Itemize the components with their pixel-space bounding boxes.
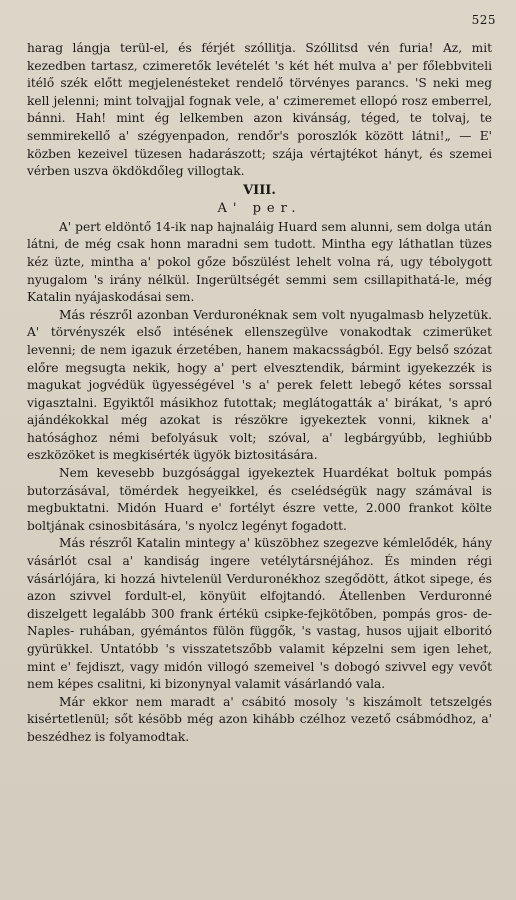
chapter-title: A' per. <box>217 200 302 216</box>
paragraph: A' pert eldöntő 14-ik nap hajnaláig Huard sem alunni, sem dolga után látni, de még csak honn maradni sem tudott. Mintha egy láthatlan tüzes kéz üzte, mintha a' pokol gőze bőszülést lehelt volna rá, ugy tébolygott nyugalom 's irány nélkül. Ingerültségét semmi sem csillapithatá-le, még Katalin nyájaskodásai sem. <box>27 219 492 305</box>
paragraph: harag lángja terül-el, és férjét szóllitja. Szóllitsd vén furia! Az, mit kezedben tartasz, czimeretők levételét 's két hét mulva a' per főlebbviteli itélő szék előtt megjelenésteket rendelő törvényes parancs. 'S neki meg kell jelenni; mint tolvajjal fognak vele, a' czimeremet ellopó rosz emberrel, bánni. Hah! mint ég lelkemben azon kivánság, téged, te tolvaj, te semmirekellő a' szégyenpadon, rendőr's poroszlók között látni!„ — E' közben kezeivel tüzesen hadarászott; szája vértajtékot hányt, és szemei vérben uszva ökdökdőleg villogtak. <box>27 41 492 179</box>
page-text <box>27 40 492 747</box>
paragraph: Más részről azonban Verduronéknak sem volt nyugalmasb helyzetük. A' törvényszék első intésének ellenszegülve vonakodtak czimerüket levenni; de nem igazuk érzetében, hanem makacsságból. Egy belső szózat előre megsugta nekik, hogy a' pert elvesztendik, bármint igyekezzék is magukat jogvédük ügyességével 's a' perek felett lebegő kétes sorssal vigasztalni. Egyiktől másikhoz futottak; meglátogatták a' birákat, 's apró ajándékokkal még azokat is részökre igyekeztek vonni, kiknek a' hatósághoz némi befolyásuk volt; szóval, a' legbárgyúbb, leghiúbb eszközöket is megkisérték ügyök biztositására. <box>27 307 492 463</box>
paragraph: Már ekkor nem maradt a' csábitó mosoly 's kiszámolt tetszelgés kisértetlenül; sőt késöbb még azon kihább czélhoz vezető csábmódhoz, a' beszédhez is folyamodtak. <box>27 694 492 744</box>
paragraph: Más részről Katalin mintegy a' küszöbhez szegezve kémlelődék, hány vásárlót csal a' kandiság ingere vetélytársnéjához. És minden régi vásárlójára, ki hozzá hivtelenül Verduronékhoz szegődött, átkot sipege, és azon szivvel fordult-el, könyüit elfojtandó. Átellenben Verduronné diszelgett legalább 300 frank értékü csipke-fejkötőben, pompás gros- de- Naples- ruhában, gyémántos fülön függők, 's vastag, husos ujjait elboritó gyürükkel. Untatóbb 's visszatetszőbb valamit képzelni sem igen lehet, mint e' fejdiszt, vagy midón villogó szemeivel 's dobogó szivvel egy vevőt nem képes csalitni, ki bizonynyal valamit vásárlandó vala. <box>27 536 492 692</box>
paragraph: Nem kevesebb buzgósággal igyekeztek Huardékat boltuk pompás butorzásával, tömérdek hegyeikkel, és cselédségük nagy számával is megbuktatni. Midón Huard e' fortélyt észre vette, 2.000 frankot költe boltjának csinosbitására, 's nyolcz legényt fogadott. <box>27 466 492 533</box>
chapter-number: VIII. <box>243 182 276 198</box>
page-number: 525 <box>471 13 496 27</box>
